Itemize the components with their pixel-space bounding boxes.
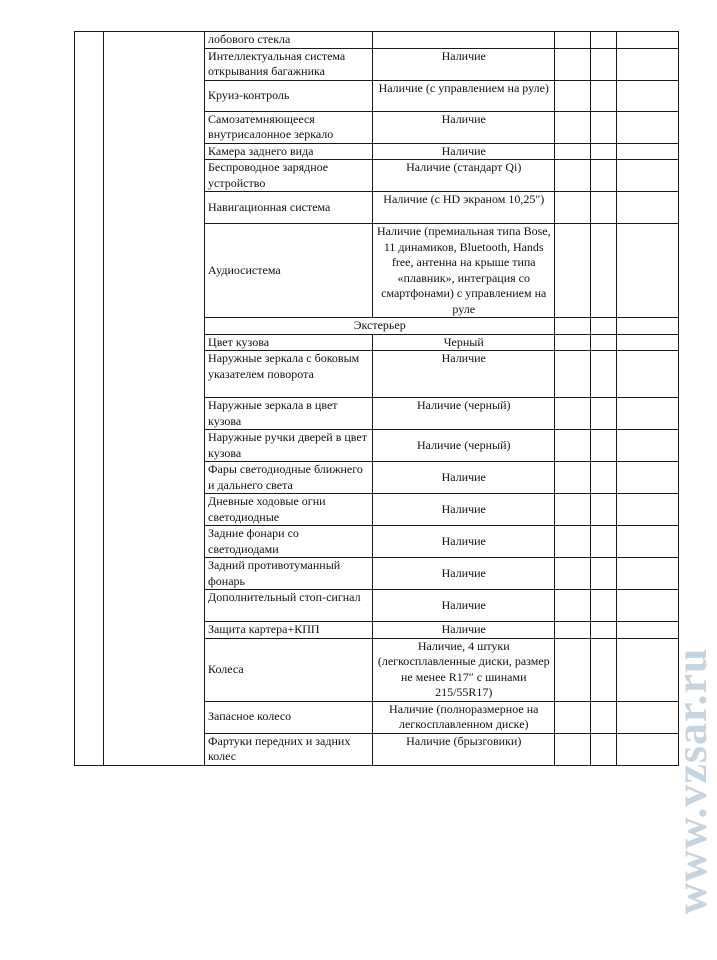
offer-cell-a <box>555 111 591 143</box>
offer-cell-b <box>590 80 616 111</box>
spec-table <box>74 31 679 766</box>
offer-cell-b <box>590 638 616 701</box>
parameter-value-cell: Наличие <box>373 494 555 526</box>
parameter-name-cell: Задний противотуманный фонарь <box>205 558 373 590</box>
offer-cell-b <box>590 334 616 351</box>
offer-cell-c <box>616 48 678 80</box>
offer-cell-c <box>616 462 678 494</box>
parameter-value-cell: Наличие (премиальная типа Bose, 11 динамиков, Bluetooth, Hands free, антенна на крыше типа «плавник», интеграция со смартфонами) с управлением на руле <box>373 224 555 318</box>
offer-cell-c <box>616 318 678 335</box>
offer-cell-b <box>590 733 616 765</box>
offer-cell-a <box>555 80 591 111</box>
parameter-value-cell: Наличие <box>373 622 555 639</box>
parameter-name-cell: Колеса <box>205 638 373 701</box>
offer-cell-a <box>555 160 591 192</box>
offer-cell-b <box>590 462 616 494</box>
parameter-name-cell: Дополнительный стоп-сигнал <box>205 590 373 622</box>
offer-cell-c <box>616 160 678 192</box>
section-header: Экстерьер <box>205 318 555 335</box>
offer-cell-c <box>616 590 678 622</box>
parameter-value-cell: Наличие <box>373 111 555 143</box>
parameter-name-cell: Цвет кузова <box>205 334 373 351</box>
group-column-cell <box>103 32 204 766</box>
parameter-name-cell: Фартуки передних и задних колес <box>205 733 373 765</box>
parameter-name-cell: Камера заднего вида <box>205 143 373 160</box>
offer-cell-c <box>616 398 678 430</box>
offer-cell-a <box>555 398 591 430</box>
offer-cell-c <box>616 526 678 558</box>
parameter-value-cell <box>373 32 555 49</box>
parameter-value-cell: Черный <box>373 334 555 351</box>
offer-cell-a <box>555 334 591 351</box>
offer-cell-b <box>590 111 616 143</box>
offer-cell-c <box>616 334 678 351</box>
parameter-value-cell: Наличие <box>373 48 555 80</box>
parameter-value-cell: Наличие (стандарт Qi) <box>373 160 555 192</box>
parameter-value-cell: Наличие (черный) <box>373 430 555 462</box>
offer-cell-b <box>590 701 616 733</box>
table-row <box>75 32 679 49</box>
offer-cell-a <box>555 318 591 335</box>
parameter-value-cell: Наличие <box>373 462 555 494</box>
offer-cell-a <box>555 558 591 590</box>
offer-cell-b <box>590 143 616 160</box>
offer-cell-c <box>616 224 678 318</box>
offer-cell-c <box>616 80 678 111</box>
offer-cell-c <box>616 111 678 143</box>
parameter-name-cell: Навигационная система <box>205 192 373 224</box>
offer-cell-b <box>590 351 616 398</box>
spec-table-body <box>75 32 679 766</box>
parameter-name-cell: Наружные зеркала в цвет кузова <box>205 398 373 430</box>
parameter-value-cell: Наличие <box>373 590 555 622</box>
offer-cell-a <box>555 224 591 318</box>
offer-cell-a <box>555 494 591 526</box>
offer-cell-b <box>590 32 616 49</box>
offer-cell-b <box>590 622 616 639</box>
parameter-value-cell: Наличие (с HD экраном 10,25") <box>373 192 555 224</box>
offer-cell-b <box>590 430 616 462</box>
offer-cell-c <box>616 143 678 160</box>
parameter-value-cell: Наличие <box>373 526 555 558</box>
offer-cell-a <box>555 622 591 639</box>
watermark: www.vzsar.ru <box>667 647 716 915</box>
parameter-value-cell: Наличие, 4 штуки (легкосплавленные диски, размер не менее R17″ с шинами 215/55R17) <box>373 638 555 701</box>
parameter-name-cell: Интеллектуальная система открывания багажника <box>205 48 373 80</box>
offer-cell-b <box>590 526 616 558</box>
parameter-name-cell: Аудиосистема <box>205 224 373 318</box>
parameter-name-cell: Защита картера+КПП <box>205 622 373 639</box>
parameter-value-cell: Наличие (полноразмерное на легкосплавленном диске) <box>373 701 555 733</box>
offer-cell-b <box>590 318 616 335</box>
offer-cell-c <box>616 494 678 526</box>
offer-cell-a <box>555 48 591 80</box>
parameter-name-cell: Беспроводное зарядное устройство <box>205 160 373 192</box>
parameter-name-cell: лобового стекла <box>205 32 373 49</box>
offer-cell-b <box>590 494 616 526</box>
offer-cell-a <box>555 351 591 398</box>
offer-cell-b <box>590 192 616 224</box>
offer-cell-b <box>590 224 616 318</box>
offer-cell-a <box>555 143 591 160</box>
offer-cell-c <box>616 351 678 398</box>
parameter-value-cell: Наличие (черный) <box>373 398 555 430</box>
offer-cell-c <box>616 32 678 49</box>
index-column-cell <box>75 32 104 766</box>
offer-cell-a <box>555 526 591 558</box>
offer-cell-a <box>555 733 591 765</box>
parameter-value-cell: Наличие <box>373 558 555 590</box>
parameter-value-cell: Наличие <box>373 351 555 398</box>
offer-cell-b <box>590 398 616 430</box>
offer-cell-a <box>555 638 591 701</box>
parameter-name-cell: Фары светодиодные ближнего и дальнего света <box>205 462 373 494</box>
parameter-name-cell: Запасное колесо <box>205 701 373 733</box>
parameter-value-cell: Наличие (с управлением на руле) <box>373 80 555 111</box>
offer-cell-a <box>555 430 591 462</box>
parameter-name-cell: Наружные ручки дверей в цвет кузова <box>205 430 373 462</box>
offer-cell-b <box>590 160 616 192</box>
offer-cell-a <box>555 32 591 49</box>
offer-cell-b <box>590 558 616 590</box>
offer-cell-c <box>616 430 678 462</box>
parameter-name-cell: Наружные зеркала с боковым указателем поворота <box>205 351 373 398</box>
parameter-name-cell: Дневные ходовые огни светодиодные <box>205 494 373 526</box>
offer-cell-a <box>555 590 591 622</box>
offer-cell-c <box>616 192 678 224</box>
offer-cell-a <box>555 462 591 494</box>
offer-cell-a <box>555 701 591 733</box>
offer-cell-c <box>616 558 678 590</box>
offer-cell-b <box>590 590 616 622</box>
parameter-name-cell: Круиз-контроль <box>205 80 373 111</box>
offer-cell-a <box>555 192 591 224</box>
parameter-value-cell: Наличие (брызговики) <box>373 733 555 765</box>
parameter-value-cell: Наличие <box>373 143 555 160</box>
parameter-name-cell: Самозатемняющееся внутрисалонное зеркало <box>205 111 373 143</box>
offer-cell-b <box>590 48 616 80</box>
parameter-name-cell: Задние фонари со светодиодами <box>205 526 373 558</box>
